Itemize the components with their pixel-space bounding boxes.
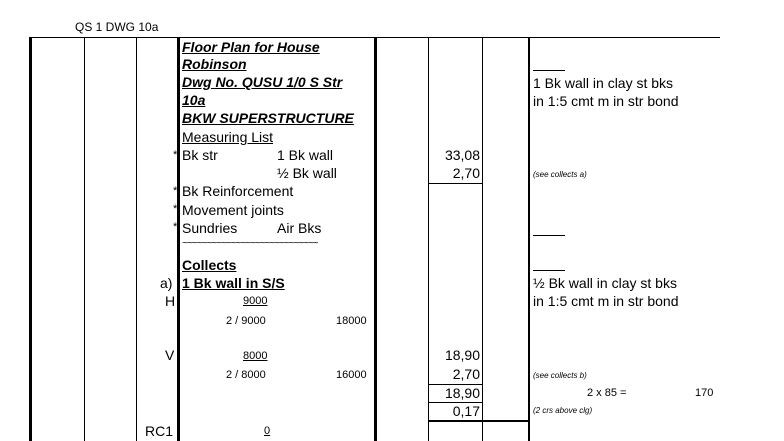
collect-a-marker: a) xyxy=(160,275,173,291)
item-label: Movement joints xyxy=(182,202,284,218)
v-result: 16000 xyxy=(336,369,367,381)
v-label: V xyxy=(165,347,175,363)
collects-heading: Collects xyxy=(182,257,237,273)
title-line-4: 10a xyxy=(182,92,206,108)
column-rule-5 xyxy=(374,37,377,441)
item-sub: ½ Bk wall xyxy=(277,165,337,181)
title-line-2: Robinson xyxy=(182,56,247,72)
quantity-rule xyxy=(429,183,482,184)
rc-label: RC1 xyxy=(145,423,174,439)
sheet-header: QS 1 DWG 10a xyxy=(75,20,159,34)
item-label: Bk Reinforcement xyxy=(182,183,294,199)
quantity-value: 33,08 xyxy=(444,147,480,163)
measuring-list-heading: Measuring List xyxy=(182,129,274,145)
quantity-value: 18,90 xyxy=(444,385,480,401)
note-calculation: 2 x 85 = xyxy=(587,387,627,399)
h-dimension: 9000 xyxy=(243,295,268,307)
column-rule-6 xyxy=(428,37,429,441)
note-reference: (2 crs above clg) xyxy=(533,406,593,415)
note-rule xyxy=(533,235,565,236)
h-label: H xyxy=(165,293,176,309)
item-sub: 1 Bk wall xyxy=(277,147,334,163)
rc-dimension: 0 xyxy=(264,425,271,437)
column-rule-4 xyxy=(177,37,180,441)
item-marker: * xyxy=(173,185,178,197)
note-reference: (see collects b) xyxy=(533,371,587,380)
title-line-1: Floor Plan for House xyxy=(182,39,320,55)
column-rule-8 xyxy=(528,37,530,441)
column-rule-2 xyxy=(84,37,85,441)
note-text: ½ Bk wall in clay st bks xyxy=(533,275,677,291)
note-text: in 1:5 cmt m in str bond xyxy=(533,93,679,109)
quantity-value: 2,70 xyxy=(452,366,480,382)
note-calculation-result: 170 xyxy=(695,387,714,399)
note-text: in 1:5 cmt m in str bond xyxy=(533,293,679,309)
title-line-5: BKW SUPERSTRUCTURE xyxy=(182,110,354,126)
h-result: 18000 xyxy=(336,315,367,327)
note-reference: (see collects a) xyxy=(533,170,587,179)
note-text: 1 Bk wall in clay st bks xyxy=(533,75,674,91)
quantity-value: 0,17 xyxy=(452,403,480,419)
title-line-3: Dwg No. QUSU 1/0 S Str xyxy=(182,74,343,90)
note-rule xyxy=(533,70,565,71)
item-marker: * xyxy=(173,221,178,233)
h-calculation: 2 / 9000 xyxy=(226,315,266,327)
v-dimension: 8000 xyxy=(243,350,268,362)
item-label: Sundries xyxy=(182,220,238,236)
collect-a-title: 1 Bk wall in S/S xyxy=(182,275,285,291)
column-rule-1 xyxy=(29,37,32,441)
item-marker: * xyxy=(173,149,178,161)
v-calculation: 2 / 8000 xyxy=(226,369,266,381)
item-marker: * xyxy=(173,203,178,215)
separator-line: ~~~~~~~~~~~~~~~~~~~~~~~~~~~~ xyxy=(182,238,318,249)
note-rule xyxy=(533,270,565,271)
column-rule-3 xyxy=(136,37,137,441)
item-sub: Air Bks xyxy=(277,220,322,236)
quantity-total-rule xyxy=(429,420,530,422)
quantity-value: 2,70 xyxy=(452,165,480,181)
column-rule-7 xyxy=(482,37,483,441)
quantity-value: 18,90 xyxy=(444,347,480,363)
item-label: Bk str xyxy=(182,147,218,163)
